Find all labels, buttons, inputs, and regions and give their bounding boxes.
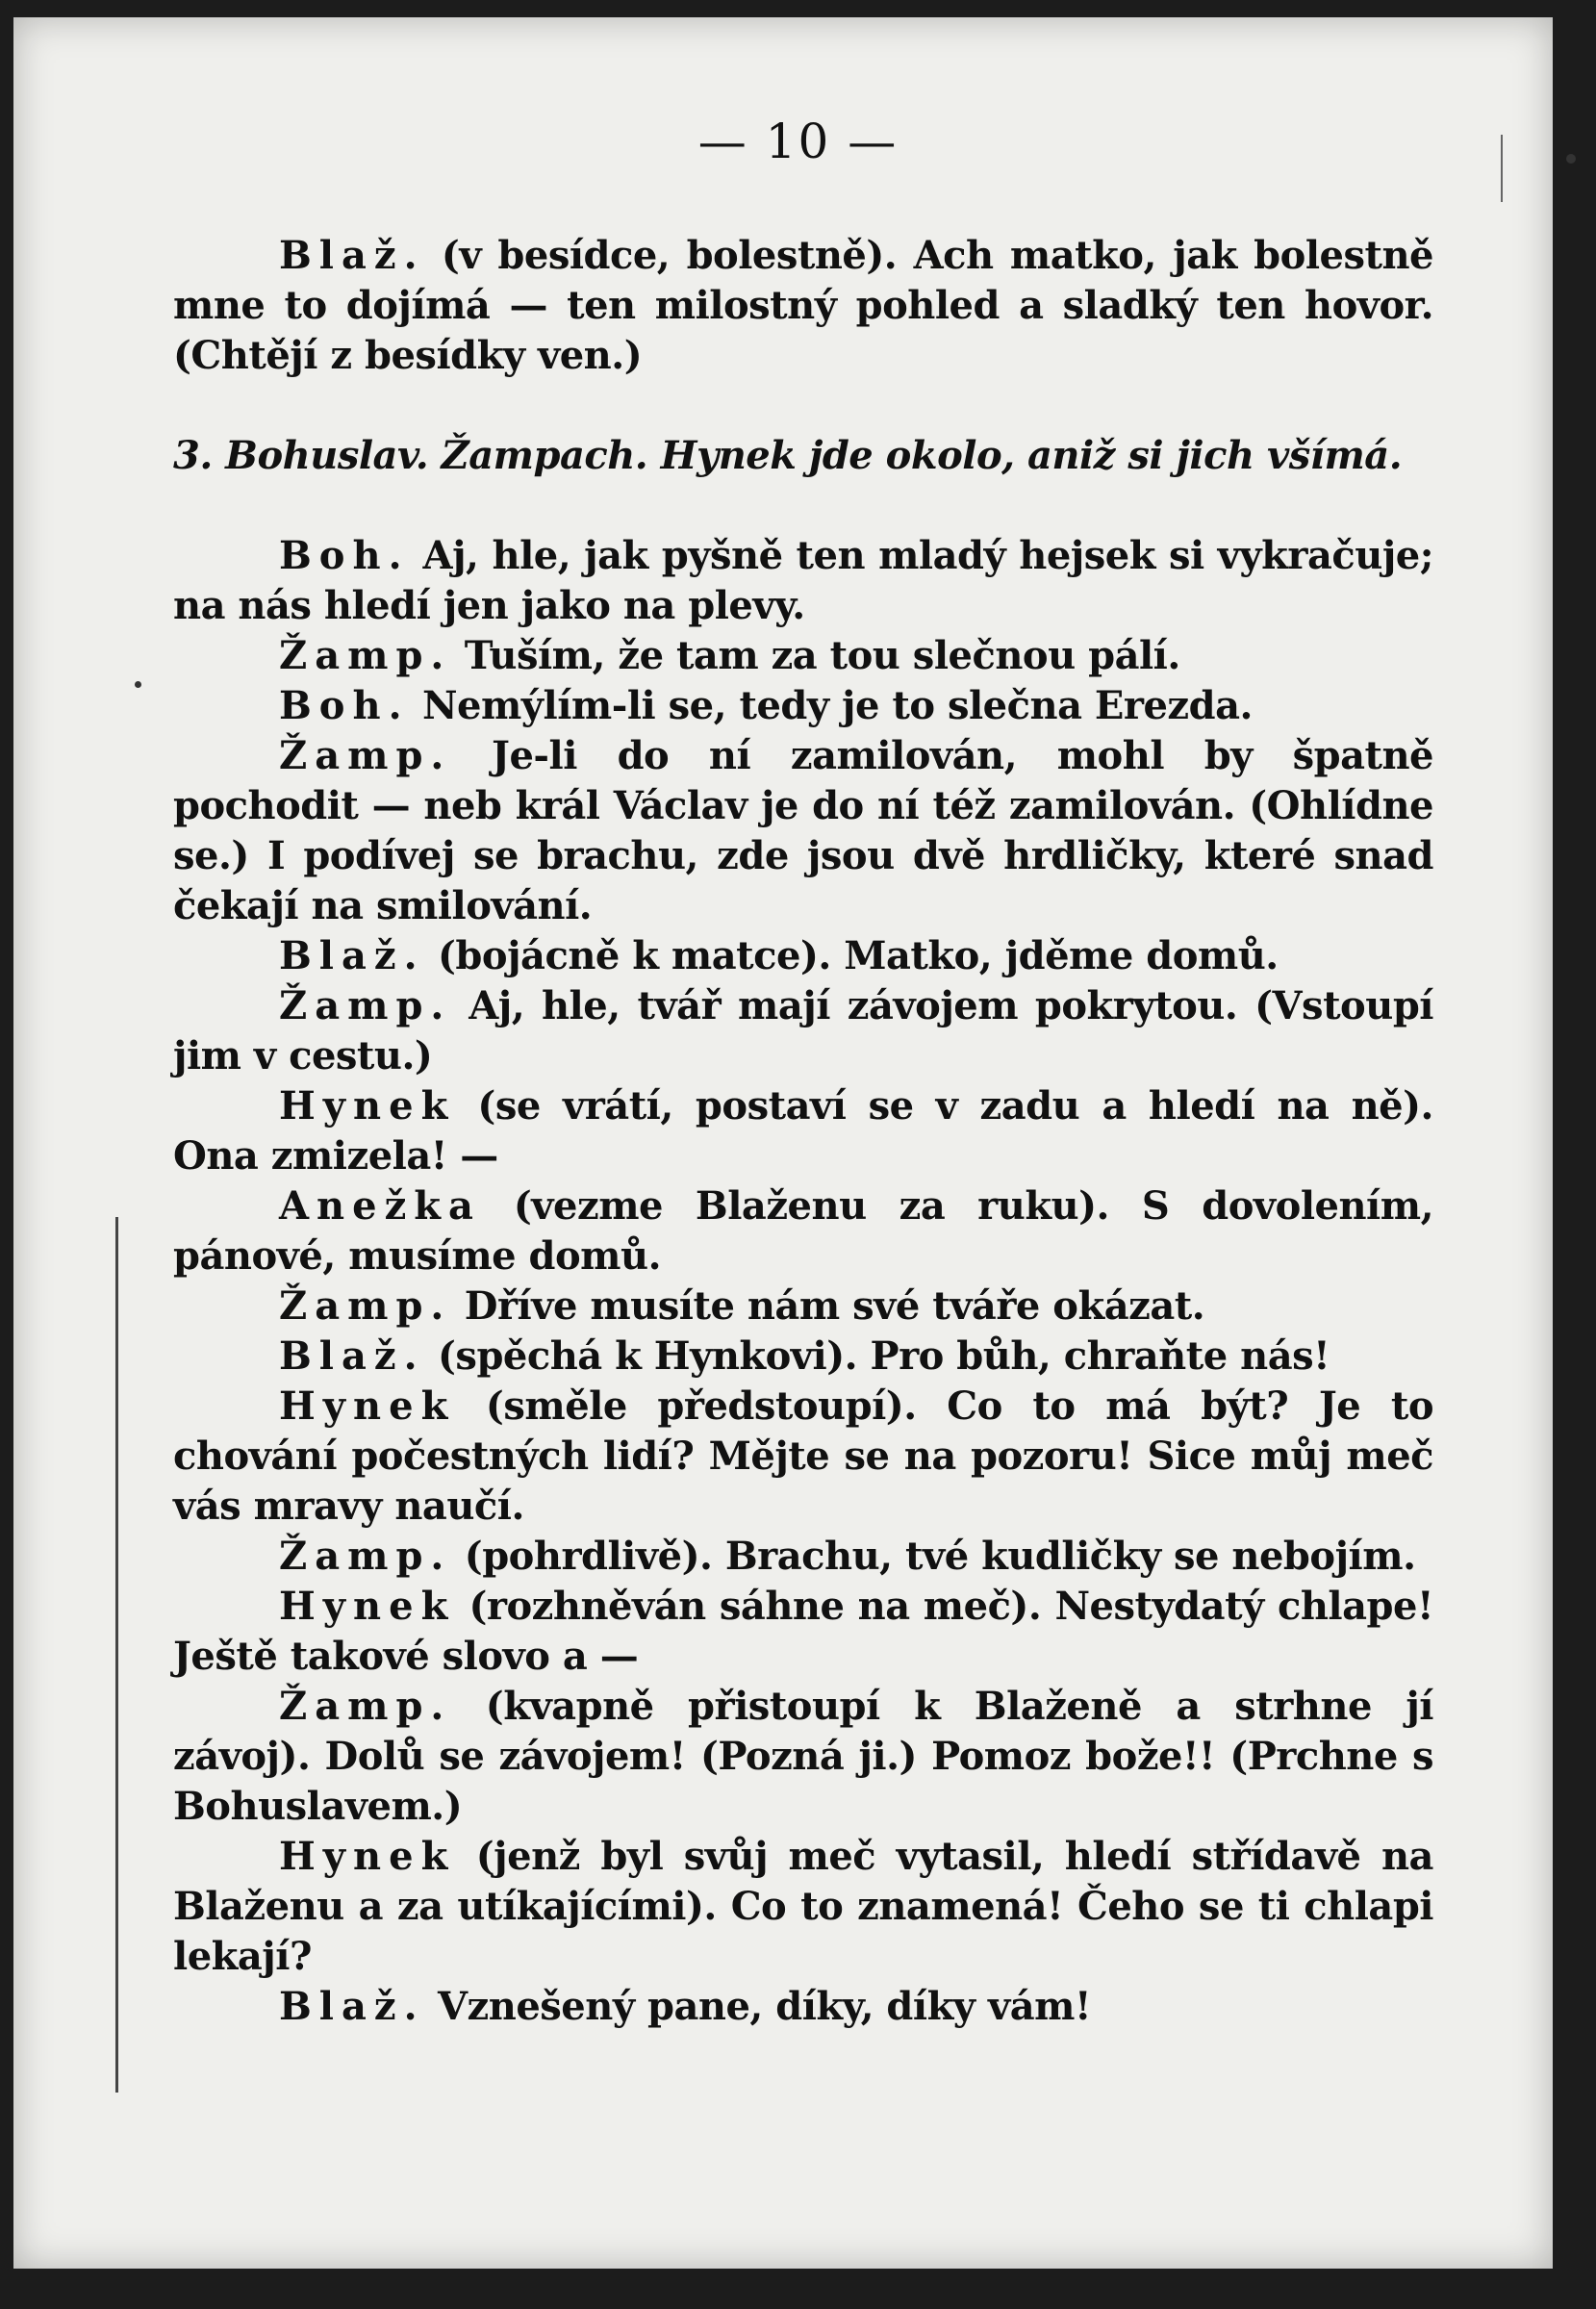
dialogue-text: (se vrátí, postaví se v zadu a hledí na ně). Ona zmizela! —: [173, 1083, 1433, 1179]
speaker-name: Žamp.: [279, 1534, 452, 1579]
dialogue-text: Aj, hle, tvář mají závojem pokrytou. (Vstoupí jim v cestu.): [173, 983, 1433, 1078]
speaker-name: Žamp.: [279, 1684, 452, 1729]
page-body: [173, 231, 1433, 2032]
paragraph: [173, 631, 1433, 681]
speaker-name: Hynek: [279, 1083, 456, 1129]
paragraph: [173, 931, 1433, 981]
dialogue-text: Je-li do ní zamilován, mohl by špatně pochodit — neb král Václav je do ní též zamilován. (Ohlídne se.) I podívej se brachu, zde jsou dvě hrdličky, které snad čekají na smilování.: [173, 733, 1433, 928]
paragraph: [173, 681, 1433, 731]
dialogue-text: (bojácně k matce). Matko, jděme domů.: [438, 933, 1279, 978]
speaker-name: Žamp.: [279, 633, 452, 678]
speaker-name: Hynek: [279, 1834, 456, 1879]
paragraph: [173, 1081, 1433, 1181]
dialogue-text: (vezme Blaženu za ruku). S dovolením, pánové, musíme domů.: [173, 1183, 1433, 1279]
paragraph: [173, 231, 1433, 381]
paragraph: [173, 1532, 1433, 1582]
speaker-name: Žamp.: [279, 983, 452, 1028]
speaker-name: Hynek: [279, 1383, 456, 1429]
scene-heading: [173, 431, 1433, 481]
dialogue-text: Dříve musíte nám své tváře okázat.: [464, 1283, 1205, 1329]
dialogue-text: (kvapně přistoupí k Blaženě a strhne jí závoj). Dolů se závojem! (Pozná ji.) Pomoz bože!! (Prchne s Bohuslavem.): [173, 1684, 1433, 1829]
speaker-name: Žamp.: [279, 733, 452, 778]
paragraph: [173, 1582, 1433, 1682]
print-speck: [1566, 154, 1576, 164]
paragraph: [173, 1181, 1433, 1281]
speaker-name: Blaž.: [279, 1984, 425, 2029]
paragraph: [173, 1332, 1433, 1382]
print-speck: [135, 681, 141, 688]
paragraph: [173, 1982, 1433, 2032]
dialogue-text: Vznešený pane, díky, díky vám!: [438, 1984, 1092, 2029]
dialogue-text: (v besídce, bolestně). Ach matko, jak bolestně mne to dojímá — ten milostný pohled a sladký ten hovor. (Chtějí z besídky ven.): [173, 233, 1433, 378]
scene-heading-text: 3. Bohuslav. Žampach. Hynek jde okolo, aniž si jich všímá.: [173, 433, 1403, 478]
paragraph: [173, 1281, 1433, 1332]
paragraph: [173, 1682, 1433, 1832]
paragraph: [173, 981, 1433, 1081]
dialogue-text: (spěchá k Hynkovi). Pro bůh, chraňte nás!: [438, 1333, 1330, 1379]
speaker-name: Žamp.: [279, 1283, 452, 1329]
speaker-name: Blaž.: [279, 233, 425, 278]
speaker-name: Boh.: [279, 683, 410, 728]
dialogue-text: (směle předstoupí). Co to má být? Je to chování počestných lidí? Mějte se na pozoru! Sice můj meč vás mravy naučí.: [173, 1383, 1433, 1529]
dialogue-text: (rozhněván sáhne na meč). Nestydatý chlape! Ještě takové slovo a —: [173, 1584, 1433, 1679]
paragraph: [173, 731, 1433, 931]
dialogue-text: (pohrdlivě). Brachu, tvé kudličky se nebojím.: [464, 1534, 1416, 1579]
dialogue-text: (jenž byl svůj meč vytasil, hledí střídavě na Blaženu a za utíkajícími). Co to znamená! Čeho se ti chlapi lekají?: [173, 1834, 1433, 1979]
dialogue-text: Tuším, že tam za tou slečnou pálí.: [464, 633, 1180, 678]
speaker-name: Anežka: [279, 1183, 481, 1229]
speaker-name: Blaž.: [279, 1333, 425, 1379]
margin-mark: [115, 1217, 118, 2093]
speaker-name: Boh.: [279, 533, 410, 578]
speaker-name: Blaž.: [279, 933, 425, 978]
paragraph: [173, 1382, 1433, 1532]
dialogue-text: Aj, hle, jak pyšně ten mladý hejsek si vykračuje; na nás hledí jen jako na plevy.: [173, 533, 1434, 628]
paragraph: [173, 531, 1433, 631]
speaker-name: Hynek: [279, 1584, 456, 1629]
page-number: — 10 —: [697, 114, 899, 169]
dialogue-text: Nemýlím-li se, tedy je to slečna Erezda.: [421, 683, 1253, 728]
paragraph: [173, 1832, 1433, 1982]
